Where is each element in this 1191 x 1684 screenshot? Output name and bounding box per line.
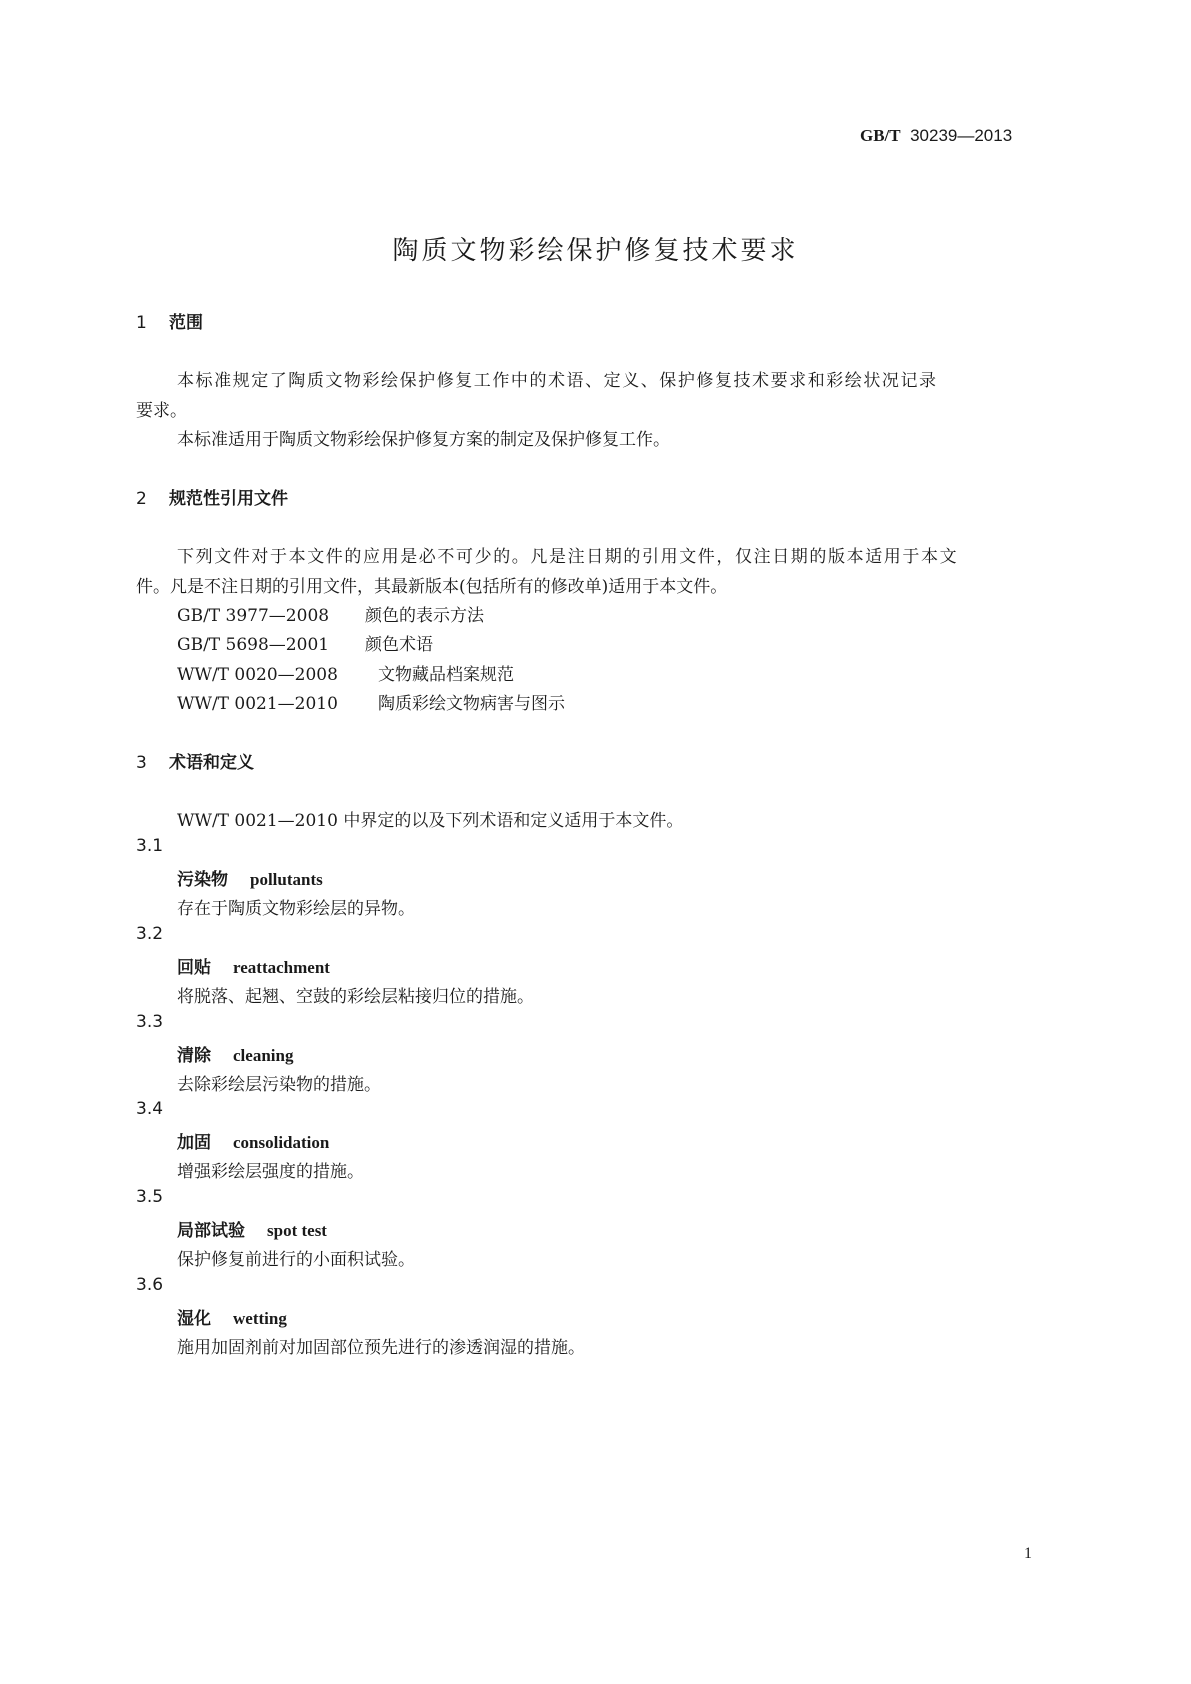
scope-paragraph-1-line-2: 要求。	[136, 401, 187, 421]
reference-code: GB/T 5698—2001	[177, 635, 330, 655]
document-title: 陶质文物彩绘保护修复技术要求	[392, 236, 799, 266]
term-english: wetting	[233, 1309, 287, 1328]
term-number: 3.1	[136, 836, 164, 856]
reference-item	[177, 630, 433, 655]
reference-item	[177, 689, 565, 714]
section-title: 术语和定义	[169, 753, 254, 773]
section-number: 3	[136, 753, 147, 773]
term-english: spot test	[267, 1221, 327, 1240]
term-number: 3.4	[136, 1099, 164, 1119]
term-chinese: 加固	[177, 1133, 211, 1153]
section-2-heading	[136, 484, 288, 509]
section-1-heading	[136, 308, 203, 333]
scope-paragraph-2: 本标准适用于陶质文物彩绘保护修复方案的制定及保护修复工作。	[177, 430, 670, 450]
term-english: consolidation	[233, 1133, 330, 1152]
reference-title: 文物藏品档案规范	[378, 665, 514, 685]
reference-title: 颜色的表示方法	[365, 606, 484, 626]
standard-number: 30239—2013	[910, 126, 1013, 145]
term-definition: 去除彩绘层污染物的措施。	[177, 1075, 381, 1095]
references-intro-line-2: 件。凡是不注日期的引用文件，其最新版本(包括所有的修改单)适用于本文件。	[136, 577, 728, 597]
standard-prefix: GB/T	[860, 126, 901, 145]
term-chinese: 回贴	[177, 958, 211, 978]
section-number: 2	[136, 489, 147, 509]
term-english: cleaning	[233, 1046, 294, 1065]
term-chinese: 局部试验	[177, 1221, 245, 1241]
page-number: 1	[1024, 1545, 1032, 1562]
term-heading	[177, 1041, 293, 1066]
reference-code: WW/T 0020—2008	[177, 665, 338, 685]
reference-title: 颜色术语	[365, 635, 433, 655]
section-title: 范围	[169, 313, 203, 333]
references-intro-line-1: 下列文件对于本文件的应用是必不可少的。凡是注日期的引用文件，仅注日期的版本适用于本文	[177, 547, 959, 567]
term-heading	[177, 953, 330, 978]
scope-paragraph-1-line-1: 本标准规定了陶质文物彩绘保护修复工作中的术语、定义、保护修复技术要求和彩绘状况记录	[177, 371, 938, 391]
section-number: 1	[136, 313, 147, 333]
reference-code: GB/T 3977—2008	[177, 606, 330, 626]
term-number: 3.3	[136, 1012, 164, 1032]
term-definition: 将脱落、起翘、空鼓的彩绘层粘接归位的措施。	[177, 987, 534, 1007]
term-chinese: 污染物	[177, 870, 228, 890]
term-chinese: 清除	[177, 1046, 211, 1066]
term-number: 3.2	[136, 924, 164, 944]
term-english: pollutants	[250, 870, 323, 889]
term-definition: 施用加固剂前对加固部位预先进行的渗透润湿的措施。	[177, 1338, 585, 1358]
term-definition: 保护修复前进行的小面积试验。	[177, 1250, 415, 1270]
term-number: 3.6	[136, 1275, 164, 1295]
term-chinese: 湿化	[177, 1309, 211, 1329]
section-3-heading	[136, 748, 254, 773]
term-heading	[177, 1304, 287, 1329]
reference-item	[177, 660, 514, 685]
term-definition: 存在于陶质文物彩绘层的异物。	[177, 899, 415, 919]
reference-code: WW/T 0021—2010	[177, 694, 338, 714]
term-heading	[177, 1128, 329, 1153]
term-definition: 增强彩绘层强度的措施。	[177, 1162, 364, 1182]
standard-code	[860, 126, 1012, 146]
section-title: 规范性引用文件	[169, 489, 288, 509]
term-number: 3.5	[136, 1187, 164, 1207]
term-heading	[177, 1216, 327, 1241]
reference-item	[177, 601, 484, 626]
term-heading	[177, 865, 323, 890]
terms-intro: WW/T 0021—2010 中界定的以及下列术语和定义适用于本文件。	[177, 811, 684, 831]
reference-title: 陶质彩绘文物病害与图示	[378, 694, 565, 714]
term-english: reattachment	[233, 958, 330, 977]
